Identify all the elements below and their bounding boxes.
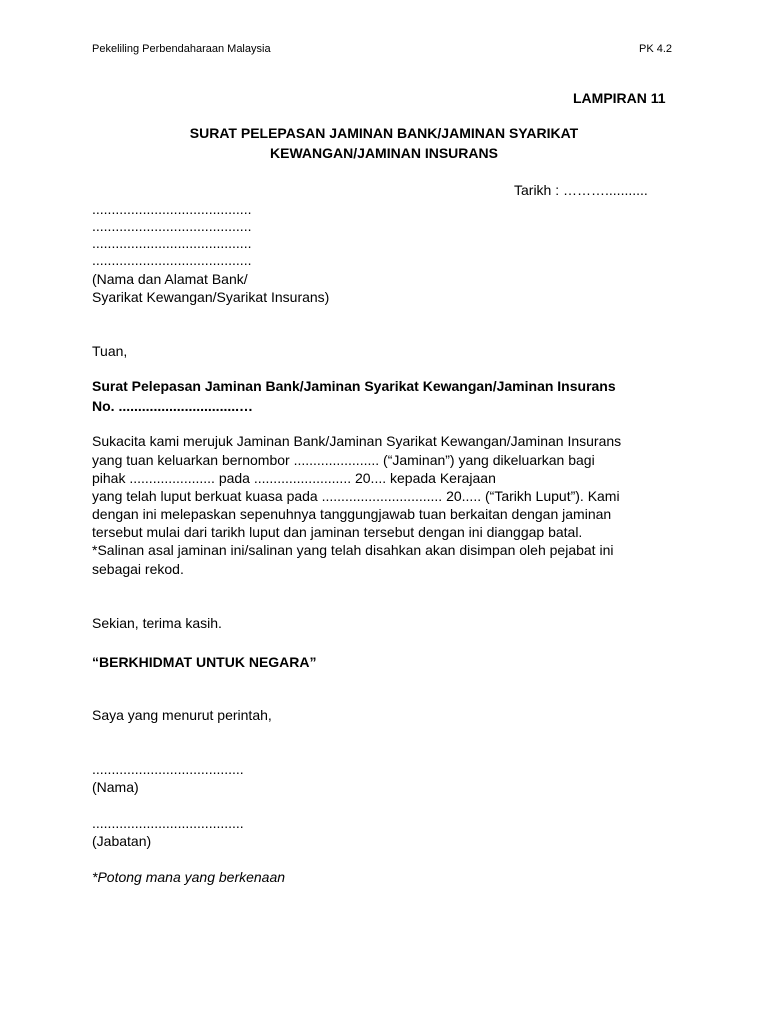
- address-label-line-1: (Nama dan Alamat Bank/: [92, 271, 248, 287]
- tarikh-field: Tarikh : ………...........: [514, 182, 648, 198]
- address-dots-3: .........................................: [92, 235, 252, 251]
- body-line-5: dengan ini melepaskan sepenuhnya tanggungjawab tuan berkaitan dengan jaminan: [92, 506, 612, 522]
- body-line-3: pihak ...................... pada ......................... 20.... kepada Kerajaan: [92, 470, 496, 486]
- address-dots-1: .........................................: [92, 201, 252, 217]
- department-label: (Jabatan): [92, 833, 152, 849]
- body-line-2: yang tuan keluarkan bernombor ...................... (“Jaminan”) yang dikeluarkan bagi: [92, 452, 595, 468]
- department-dots: .......................................: [92, 815, 244, 831]
- body-line-8: sebagai rekod.: [92, 561, 184, 577]
- header-right: PK 4.2: [639, 43, 673, 55]
- motto: “BERKHIDMAT UNTUK NEGARA”: [92, 654, 317, 670]
- body-line-6: tersebut mulai dari tarikh luput dan jaminan tersebut dengan ini dianggap batal.: [92, 524, 583, 540]
- body-line-4: yang telah luput berkuat kuasa pada ............................... 20..... (“Tarikh Luput”). Kami: [92, 488, 620, 504]
- header-left: Pekeliling Perbendaharaan Malaysia: [92, 43, 271, 55]
- address-dots-2: .........................................: [92, 218, 252, 234]
- closing-text: Sekian, terima kasih.: [92, 615, 222, 631]
- obedient-text: Saya yang menurut perintah,: [92, 707, 272, 723]
- lampiran-label: LAMPIRAN 11: [573, 90, 666, 106]
- body-line-7: *Salinan asal jaminan ini/salinan yang telah disahkan akan disimpan oleh pejabat ini: [92, 542, 614, 558]
- title-line-1: SURAT PELEPASAN JAMINAN BANK/JAMINAN SYARIKAT: [189, 125, 579, 141]
- footnote: *Potong mana yang berkenaan: [92, 869, 286, 885]
- subject-line-2: No. ...............................…: [92, 398, 254, 414]
- address-label-line-2: Syarikat Kewangan/Syarikat Insurans): [92, 289, 330, 305]
- name-label: (Nama): [92, 779, 139, 795]
- subject-line-1: Surat Pelepasan Jaminan Bank/Jaminan Syarikat Kewangan/Jaminan Insurans: [92, 378, 616, 394]
- salutation: Tuan,: [92, 343, 128, 359]
- name-dots: .......................................: [92, 761, 244, 777]
- title-line-2: KEWANGAN/JAMINAN INSURANS: [270, 145, 498, 161]
- address-dots-4: .........................................: [92, 252, 252, 268]
- body-line-1: Sukacita kami merujuk Jaminan Bank/Jaminan Syarikat Kewangan/Jaminan Insurans: [92, 433, 622, 449]
